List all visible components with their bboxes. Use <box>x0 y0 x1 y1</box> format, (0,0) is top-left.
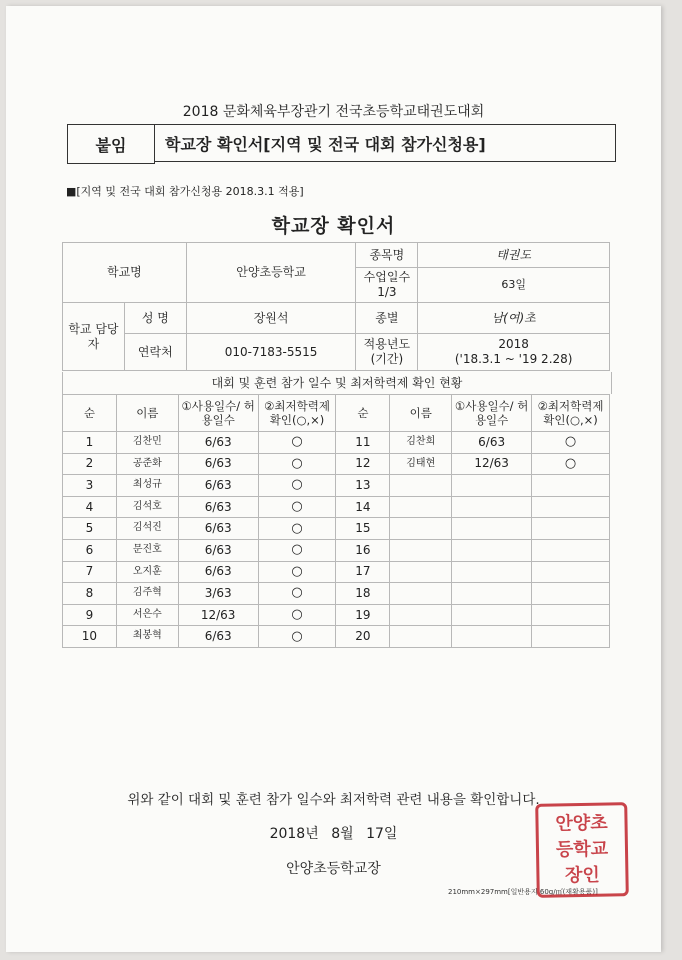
roster-cell-name: 서은수 <box>116 604 178 626</box>
roster-cell-days: 12/63 <box>178 604 258 626</box>
roster-cell-name: 김주혁 <box>116 583 178 605</box>
roster-cell-days <box>452 496 532 518</box>
roster-row <box>63 432 610 454</box>
roster-cell-name: 김태현 <box>390 453 452 475</box>
header-days: ①사용일수/ 허용일수 <box>452 395 532 432</box>
seal-line: 장인 <box>564 864 601 887</box>
roster-cell-days <box>452 539 532 561</box>
roster-row <box>63 626 610 648</box>
roster-row <box>63 496 610 518</box>
header-no: 순 <box>336 395 390 432</box>
roster-cell-days <box>452 475 532 497</box>
roster-cell-name <box>390 539 452 561</box>
roster-cell-no: 10 <box>63 626 117 648</box>
roster-table <box>62 394 610 648</box>
roster-cell-no: 18 <box>336 583 390 605</box>
roster-row <box>63 475 610 497</box>
roster-cell-days <box>452 518 532 540</box>
roster-cell-no: 2 <box>63 453 117 475</box>
roster-cell-check: ○ <box>258 518 336 540</box>
roster-row <box>63 453 610 475</box>
roster-cell-check <box>532 518 610 540</box>
year-period: ('18.3.1 ~ '19 2.28) <box>454 352 573 366</box>
contact-value: 010-7183-5515 <box>186 334 356 371</box>
attachment-label: 붙임 <box>67 124 155 164</box>
roster-cell-check: ○ <box>258 539 336 561</box>
roster-cell-days <box>452 561 532 583</box>
roster-cell-check: ○ <box>258 604 336 626</box>
date-day: 17일 <box>366 826 398 842</box>
roster-cell-check <box>532 604 610 626</box>
roster-cell-name <box>390 475 452 497</box>
principal-signature: 안양초등학교장 <box>286 861 381 877</box>
roster-cell-check <box>532 626 610 648</box>
roster-cell-check: ○ <box>258 496 336 518</box>
roster-cell-no: 5 <box>63 518 117 540</box>
roster-cell-name: 최봉혁 <box>116 626 178 648</box>
roster-cell-check: ○ <box>532 432 610 454</box>
roster-cell-no: 19 <box>336 604 390 626</box>
roster-cell-name <box>390 496 452 518</box>
roster-cell-name <box>390 518 452 540</box>
roster-row <box>63 561 610 583</box>
roster-cell-check <box>532 475 610 497</box>
document-page <box>6 6 661 952</box>
roster-cell-no: 13 <box>336 475 390 497</box>
event-title: 2018 문화체육부장관기 전국초등학교태권도대회 <box>182 104 485 120</box>
year-cell <box>418 334 610 371</box>
roster-cell-check: ○ <box>258 583 336 605</box>
roster-cell-no: 16 <box>336 539 390 561</box>
form-note: ■[지역 및 전국 대회 참가신청용 2018.3.1 적용] <box>66 185 304 198</box>
roster-cell-no: 15 <box>336 518 390 540</box>
roster-cell-days: 6/63 <box>178 539 258 561</box>
name-value: 장원석 <box>186 303 356 334</box>
roster-cell-no: 7 <box>63 561 117 583</box>
roster-cell-days: 12/63 <box>452 453 532 475</box>
roster-cell-days: 6/63 <box>178 432 258 454</box>
roster-cell-no: 12 <box>336 453 390 475</box>
roster-cell-no: 3 <box>63 475 117 497</box>
roster-cell-no: 4 <box>63 496 117 518</box>
roster-cell-name <box>390 561 452 583</box>
roster-banner: 대회 및 훈련 참가 일수 및 최저학력제 확인 현황 <box>62 372 612 394</box>
roster-cell-no: 8 <box>63 583 117 605</box>
roster-cell-check: ○ <box>258 626 336 648</box>
roster-cell-name <box>390 583 452 605</box>
date-year: 2018년 <box>269 826 319 842</box>
roster-cell-days <box>452 583 532 605</box>
document-title: 학교장 확인서 <box>271 215 396 237</box>
roster-cell-days: 6/63 <box>178 518 258 540</box>
roster-cell-days: 6/63 <box>178 626 258 648</box>
seal-line: 안양초 <box>555 812 608 835</box>
paper-spec-footnote: 210mm×297mm[일반용지 60g/㎡(재활용품)] <box>448 888 598 896</box>
roster-cell-check <box>532 539 610 561</box>
roster-cell-days: 6/63 <box>178 496 258 518</box>
school-label: 학교명 <box>63 243 187 303</box>
manager-label: 학교 담당자 <box>63 303 125 371</box>
class-days-label: 수업일수 1/3 <box>356 268 418 303</box>
roster-cell-name: 최성규 <box>116 475 178 497</box>
roster-cell-name: 오지훈 <box>116 561 178 583</box>
roster-cell-check: ○ <box>258 561 336 583</box>
roster-cell-days: 6/63 <box>178 453 258 475</box>
roster-cell-check: ○ <box>258 453 336 475</box>
roster-cell-days: 6/63 <box>452 432 532 454</box>
year-label: 적용년도 (기간) <box>356 334 418 371</box>
roster-header-row <box>63 395 610 432</box>
roster-cell-name: 김찬희 <box>390 432 452 454</box>
roster-cell-name: 공준화 <box>116 453 178 475</box>
roster-cell-days: 6/63 <box>178 475 258 497</box>
name-label: 성 명 <box>124 303 186 334</box>
roster-cell-check <box>532 583 610 605</box>
sport-label: 종목명 <box>356 243 418 268</box>
confirmation-text: 위와 같이 대회 및 훈련 참가 일수와 최저학력 관련 내용을 확인합니다. <box>127 792 540 808</box>
gender-label: 종별 <box>356 303 418 334</box>
roster-cell-name: 김석진 <box>116 518 178 540</box>
roster-row <box>63 604 610 626</box>
header-name: 이름 <box>390 395 452 432</box>
roster-cell-name <box>390 626 452 648</box>
roster-cell-name <box>390 604 452 626</box>
header-check: ②최저학력제 확인(○,×) <box>258 395 336 432</box>
roster-cell-name: 문진호 <box>116 539 178 561</box>
roster-cell-days: 3/63 <box>178 583 258 605</box>
roster-cell-name: 김석호 <box>116 496 178 518</box>
class-days-value: 63일 <box>418 268 610 303</box>
roster-cell-days <box>452 604 532 626</box>
roster-cell-no: 11 <box>336 432 390 454</box>
header-check: ②최저학력제 확인(○,×) <box>532 395 610 432</box>
contact-label: 연락처 <box>124 334 186 371</box>
roster-cell-days <box>452 626 532 648</box>
roster-cell-no: 9 <box>63 604 117 626</box>
roster-row <box>63 539 610 561</box>
seal-line: 등학교 <box>555 838 609 861</box>
roster-cell-check: ○ <box>258 432 336 454</box>
roster-cell-check <box>532 561 610 583</box>
roster-cell-no: 14 <box>336 496 390 518</box>
header-days: ①사용일수/ 허용일수 <box>178 395 258 432</box>
year-value: 2018 <box>498 337 529 351</box>
header-name: 이름 <box>116 395 178 432</box>
roster-cell-no: 17 <box>336 561 390 583</box>
date-month: 8월 <box>331 826 354 842</box>
roster-cell-check <box>532 496 610 518</box>
school-value: 안양초등학교 <box>186 243 356 303</box>
roster-row <box>63 518 610 540</box>
roster-cell-check: ○ <box>258 475 336 497</box>
roster-cell-check: ○ <box>532 453 610 475</box>
school-seal-stamp <box>535 802 629 898</box>
roster-cell-no: 6 <box>63 539 117 561</box>
sport-value: 태권도 <box>418 243 610 268</box>
roster-row <box>63 583 610 605</box>
roster-cell-no: 1 <box>63 432 117 454</box>
roster-cell-name: 김찬민 <box>116 432 178 454</box>
roster-cell-no: 20 <box>336 626 390 648</box>
header-no: 순 <box>63 395 117 432</box>
attachment-title: 학교장 확인서[지역 및 전국 대회 참가신청용] <box>146 124 616 162</box>
gender-value: 남(여)초 <box>418 303 610 334</box>
school-info-table <box>62 242 610 371</box>
roster-cell-days: 6/63 <box>178 561 258 583</box>
